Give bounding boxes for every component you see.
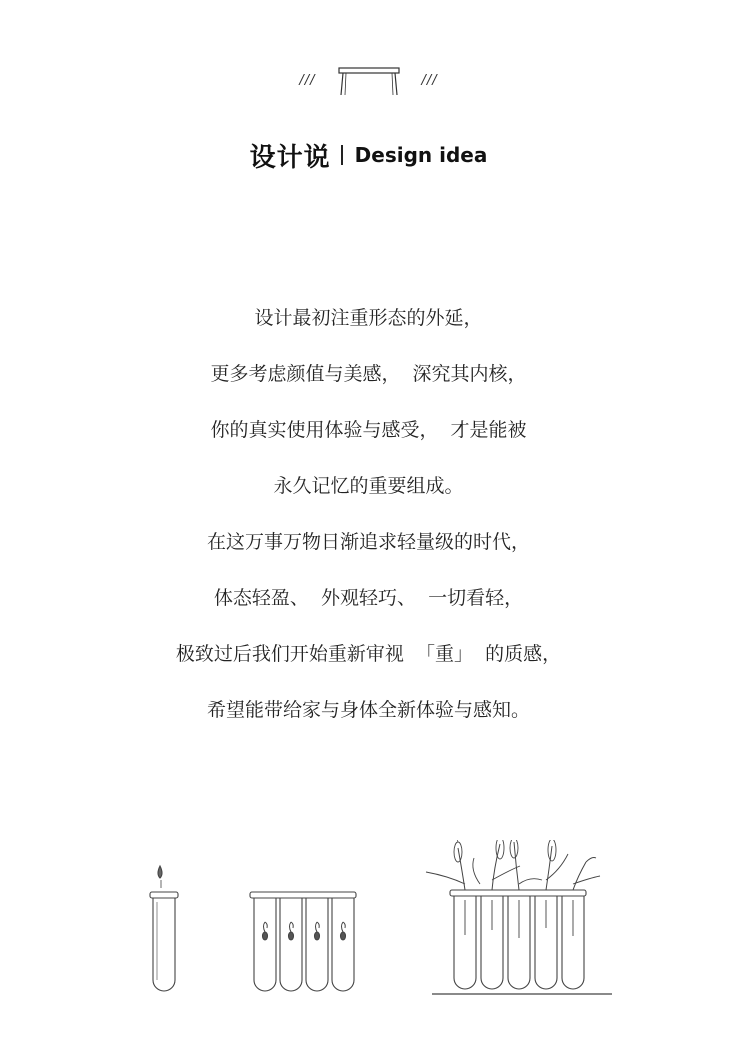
ornament-slashes-left: /// [299, 72, 316, 88]
description-line-4: 永久记忆的重要组成。 [273, 475, 464, 497]
description-line-1: 设计最初注重形态的外延， [254, 307, 483, 329]
title-chinese: 设计说 [249, 142, 331, 173]
design-description [0, 290, 737, 738]
description-line-6: 体态轻盈、 外观轻巧、 一切看轻， [213, 587, 524, 609]
description-line-7: 极致过后我们开始重新审视 「重」 的质感， [175, 643, 562, 665]
description-line-2: 更多考虑颜值与美感， 深究其内核， [210, 363, 527, 385]
ornament-slashes-right: /// [421, 72, 438, 88]
top-ornament [0, 62, 737, 98]
description-line-8: 希望能带给家与身体全新体验与感知。 [206, 699, 530, 721]
table-icon [338, 64, 400, 96]
test-tubes-sprouts-icon [250, 892, 356, 991]
title-divider [341, 145, 343, 165]
page-title [0, 135, 737, 175]
test-tube-drip-icon [150, 866, 178, 991]
title-english: Design idea [354, 143, 488, 167]
description-line-5: 在这万事万物日渐追求轻量级的时代， [206, 531, 530, 553]
growth-illustration [0, 840, 737, 1020]
description-line-3: 你的真实使用体验与感受， 才是能被 [210, 419, 527, 441]
test-tubes-wheat-icon [426, 840, 612, 994]
